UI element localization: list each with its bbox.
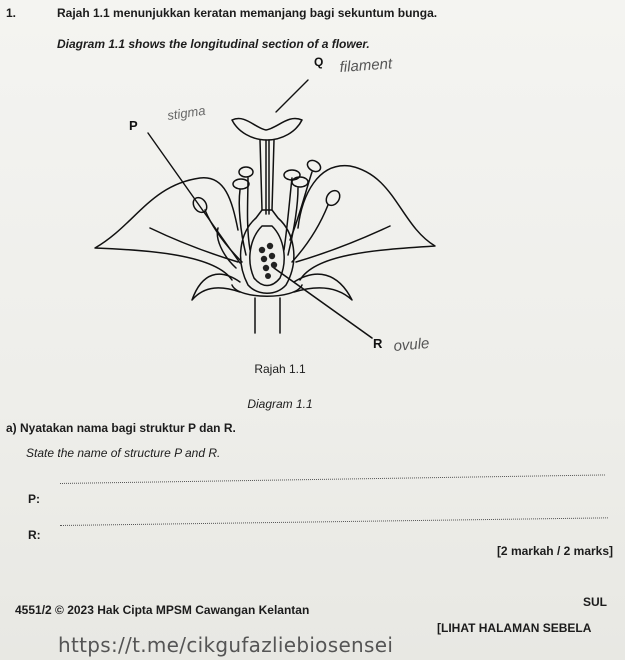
style-left: [260, 140, 262, 210]
label-line-r: [274, 268, 372, 338]
footer-copyright: 4551/2 © 2023 Hak Cipta MPSM Cawangan Kelantan: [15, 603, 310, 617]
flower-longitudinal-section-diagram: [80, 55, 450, 375]
marks-allocation: [2 markah / 2 marks]: [496, 544, 613, 558]
handwritten-r: ovule: [392, 334, 431, 355]
question-intro-malay: Rajah 1.1 menunjukkan keratan memanjang bagi sekuntum bunga.: [57, 6, 438, 20]
answer-line-r: [60, 517, 608, 526]
style-right: [272, 140, 274, 210]
answer-line-p: [60, 474, 605, 484]
diagram-caption-malay: Rajah 1.1: [254, 362, 306, 376]
left-anther-2: [233, 179, 249, 189]
label-r: R: [373, 336, 383, 351]
right-anther-2: [292, 177, 308, 187]
part-a-prompt-english: State the name of structure P and R.: [26, 446, 221, 460]
question-intro-english: Diagram 1.1 shows the longitudinal section of a flower.: [57, 37, 370, 51]
watermark-link[interactable]: https://t.me/cikgufazliebiosensei: [58, 633, 394, 657]
footer-sulit: SUL: [583, 595, 607, 609]
label-q: Q: [314, 55, 324, 69]
left-filament-1: [205, 210, 242, 262]
footer-next-page: [LIHAT HALAMAN SEBELA: [437, 621, 592, 635]
label-line-q: [276, 80, 308, 112]
right-anther-4: [305, 158, 322, 174]
left-anther-3: [239, 167, 253, 177]
label-p: P: [129, 118, 138, 133]
answer-label-r: R:: [28, 528, 41, 542]
answer-label-p: P:: [28, 492, 40, 506]
right-filament-4: [290, 172, 312, 240]
diagram-caption-english: Diagram 1.1: [247, 397, 313, 411]
label-line-p: [148, 133, 240, 263]
left-filament-2: [239, 190, 246, 255]
handwritten-p: stigma: [166, 102, 207, 123]
right-sepal: [294, 274, 352, 300]
ovules: [259, 243, 277, 279]
question-number: 1.: [6, 6, 17, 20]
receptacle: [232, 285, 302, 296]
handwritten-q: filament: [339, 55, 393, 76]
stigma: [232, 119, 302, 140]
right-petal: [298, 166, 435, 280]
right-anther-1: [323, 188, 342, 208]
part-a-prompt-malay: a) Nyatakan nama bagi struktur P dan R.: [6, 421, 236, 435]
left-petal-inner: [150, 228, 238, 262]
ovary: [241, 210, 294, 293]
left-filament-3: [248, 178, 251, 250]
